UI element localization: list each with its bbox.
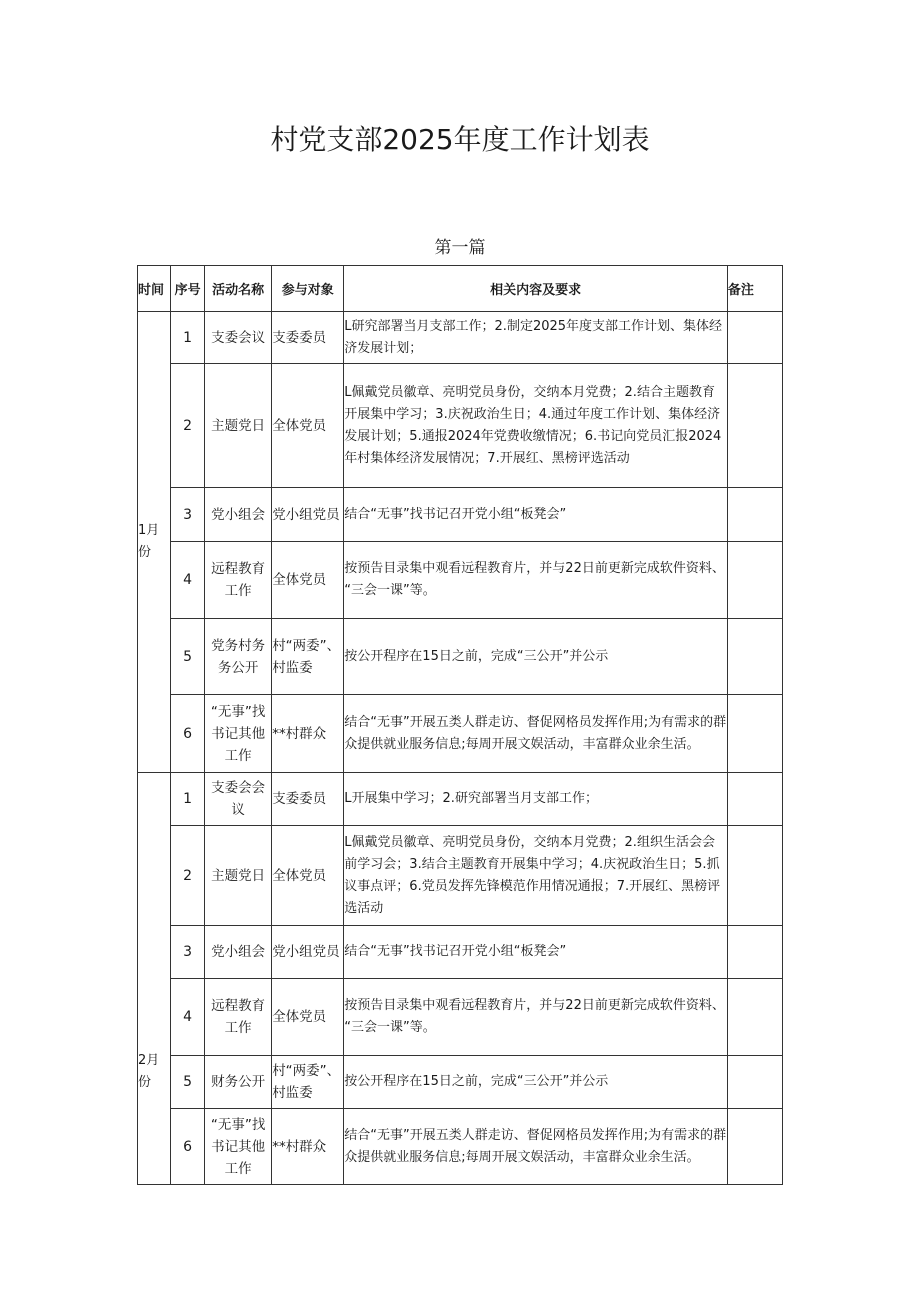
row-participants: 村“两委”、村监委 xyxy=(272,1056,344,1109)
row-participants: 全体党员 xyxy=(272,979,344,1056)
table-header-row xyxy=(138,266,783,312)
table-row xyxy=(138,542,783,619)
row-content: L研究部署当月支部工作；2.制定2025年度支部工作计划、集体经济发展计划； xyxy=(344,312,728,364)
table-row xyxy=(138,695,783,773)
row-note xyxy=(727,312,782,364)
month-cell: 1月份 xyxy=(138,312,171,773)
row-activity: 远程教育工作 xyxy=(205,979,272,1056)
table-row xyxy=(138,488,783,542)
row-seq: 2 xyxy=(171,826,205,926)
row-note xyxy=(727,1056,782,1109)
row-content: 结合“无事”开展五类人群走访、督促网格员发挥作用;为有需求的群众提供就业服务信息;每周开展文娱活动，丰富群众业余生活。 xyxy=(344,1109,728,1185)
row-seq: 6 xyxy=(171,695,205,773)
header-notes: 备注 xyxy=(727,266,782,312)
row-content: 按预告目录集中观看远程教育片，并与22日前更新完成软件资料、 “三会一课”等。 xyxy=(344,542,728,619)
row-activity: 党小组会 xyxy=(205,488,272,542)
header-activity: 活动名称 xyxy=(205,266,272,312)
row-seq: 3 xyxy=(171,488,205,542)
row-participants: 党小组党员 xyxy=(272,926,344,979)
table-row xyxy=(138,364,783,488)
table-row xyxy=(138,979,783,1056)
row-content: L佩戴党员徽章、亮明党员身份，交纳本月党费；2.组织生活会会前学习会；3.结合主题教育开展集中学习；4.庆祝政治生日；5.抓议事点评；6.党员发挥先锋模范作用情况通报；7.开展红、黑榜评选活动 xyxy=(344,826,728,926)
row-note xyxy=(727,619,782,695)
row-note xyxy=(727,488,782,542)
row-note xyxy=(727,826,782,926)
row-activity: 党务村务务公开 xyxy=(205,619,272,695)
table-row xyxy=(138,619,783,695)
row-note xyxy=(727,979,782,1056)
header-seq: 序号 xyxy=(171,266,205,312)
row-content: 按公开程序在15日之前，完成“三公开”并公示 xyxy=(344,619,728,695)
row-seq: 5 xyxy=(171,619,205,695)
row-participants: 全体党员 xyxy=(272,826,344,926)
row-activity: 远程教育工作 xyxy=(205,542,272,619)
row-note xyxy=(727,542,782,619)
row-note xyxy=(727,1109,782,1185)
row-seq: 4 xyxy=(171,542,205,619)
row-participants: 支委委员 xyxy=(272,773,344,826)
row-seq: 4 xyxy=(171,979,205,1056)
header-participants: 参与对象 xyxy=(272,266,344,312)
table-row xyxy=(138,926,783,979)
row-content: 结合“无事”找书记召开党小组“板凳会” xyxy=(344,926,728,979)
row-seq: 1 xyxy=(171,773,205,826)
row-note xyxy=(727,926,782,979)
work-plan-table xyxy=(137,265,783,1185)
table-row xyxy=(138,773,783,826)
row-note xyxy=(727,364,782,488)
row-content: 结合“无事”开展五类人群走访、督促网格员发挥作用;为有需求的群众提供就业服务信息;每周开展文娱活动，丰富群众业余生活。 xyxy=(344,695,728,773)
row-seq: 2 xyxy=(171,364,205,488)
row-activity: 支委会议 xyxy=(205,312,272,364)
row-participants: 全体党员 xyxy=(272,364,344,488)
row-activity: “无事”找书记其他工作 xyxy=(205,695,272,773)
table-row xyxy=(138,1056,783,1109)
row-participants: 村“两委”、村监委 xyxy=(272,619,344,695)
row-content: L佩戴党员徽章、亮明党员身份，交纳本月党费；2.结合主题教育开展集中学习；3.庆祝政治生日；4.通过年度工作计划、集体经济发展计划；5.通报2024年党费收缴情况；6.书记向党员汇报2024年村集体经济发展情况；7.开展红、黑榜评选活动 xyxy=(344,364,728,488)
row-seq: 6 xyxy=(171,1109,205,1185)
row-seq: 3 xyxy=(171,926,205,979)
row-content: 按公开程序在15日之前，完成“三公开”并公示 xyxy=(344,1056,728,1109)
row-content: L开展集中学习；2.研究部署当月支部工作； xyxy=(344,773,728,826)
table-row xyxy=(138,826,783,926)
row-seq: 5 xyxy=(171,1056,205,1109)
row-activity: 主题党日 xyxy=(205,364,272,488)
row-content: 结合“无事”找书记召开党小组“板凳会” xyxy=(344,488,728,542)
section-subtitle: 第一篇 xyxy=(434,238,486,258)
row-participants: **村群众 xyxy=(272,1109,344,1185)
row-participants: 支委委员 xyxy=(272,312,344,364)
row-participants: 党小组党员 xyxy=(272,488,344,542)
month-cell: 2月份 xyxy=(138,773,171,1185)
row-activity: 财务公开 xyxy=(205,1056,272,1109)
row-note xyxy=(727,695,782,773)
row-activity: 支委会会议 xyxy=(205,773,272,826)
row-participants: **村群众 xyxy=(272,695,344,773)
row-content: 按预告目录集中观看远程教育片，并与22日前更新完成软件资料、 “三会一课”等。 xyxy=(344,979,728,1056)
table-row xyxy=(138,1109,783,1185)
header-time: 时间 xyxy=(138,266,171,312)
row-activity: 党小组会 xyxy=(205,926,272,979)
row-activity: “无事”找书记其他工作 xyxy=(205,1109,272,1185)
header-content: 相关内容及要求 xyxy=(344,266,728,312)
row-participants: 全体党员 xyxy=(272,542,344,619)
page-title: 村党支部2025年度工作计划表 xyxy=(270,123,650,156)
table-row xyxy=(138,312,783,364)
row-seq: 1 xyxy=(171,312,205,364)
row-activity: 主题党日 xyxy=(205,826,272,926)
row-note xyxy=(727,773,782,826)
